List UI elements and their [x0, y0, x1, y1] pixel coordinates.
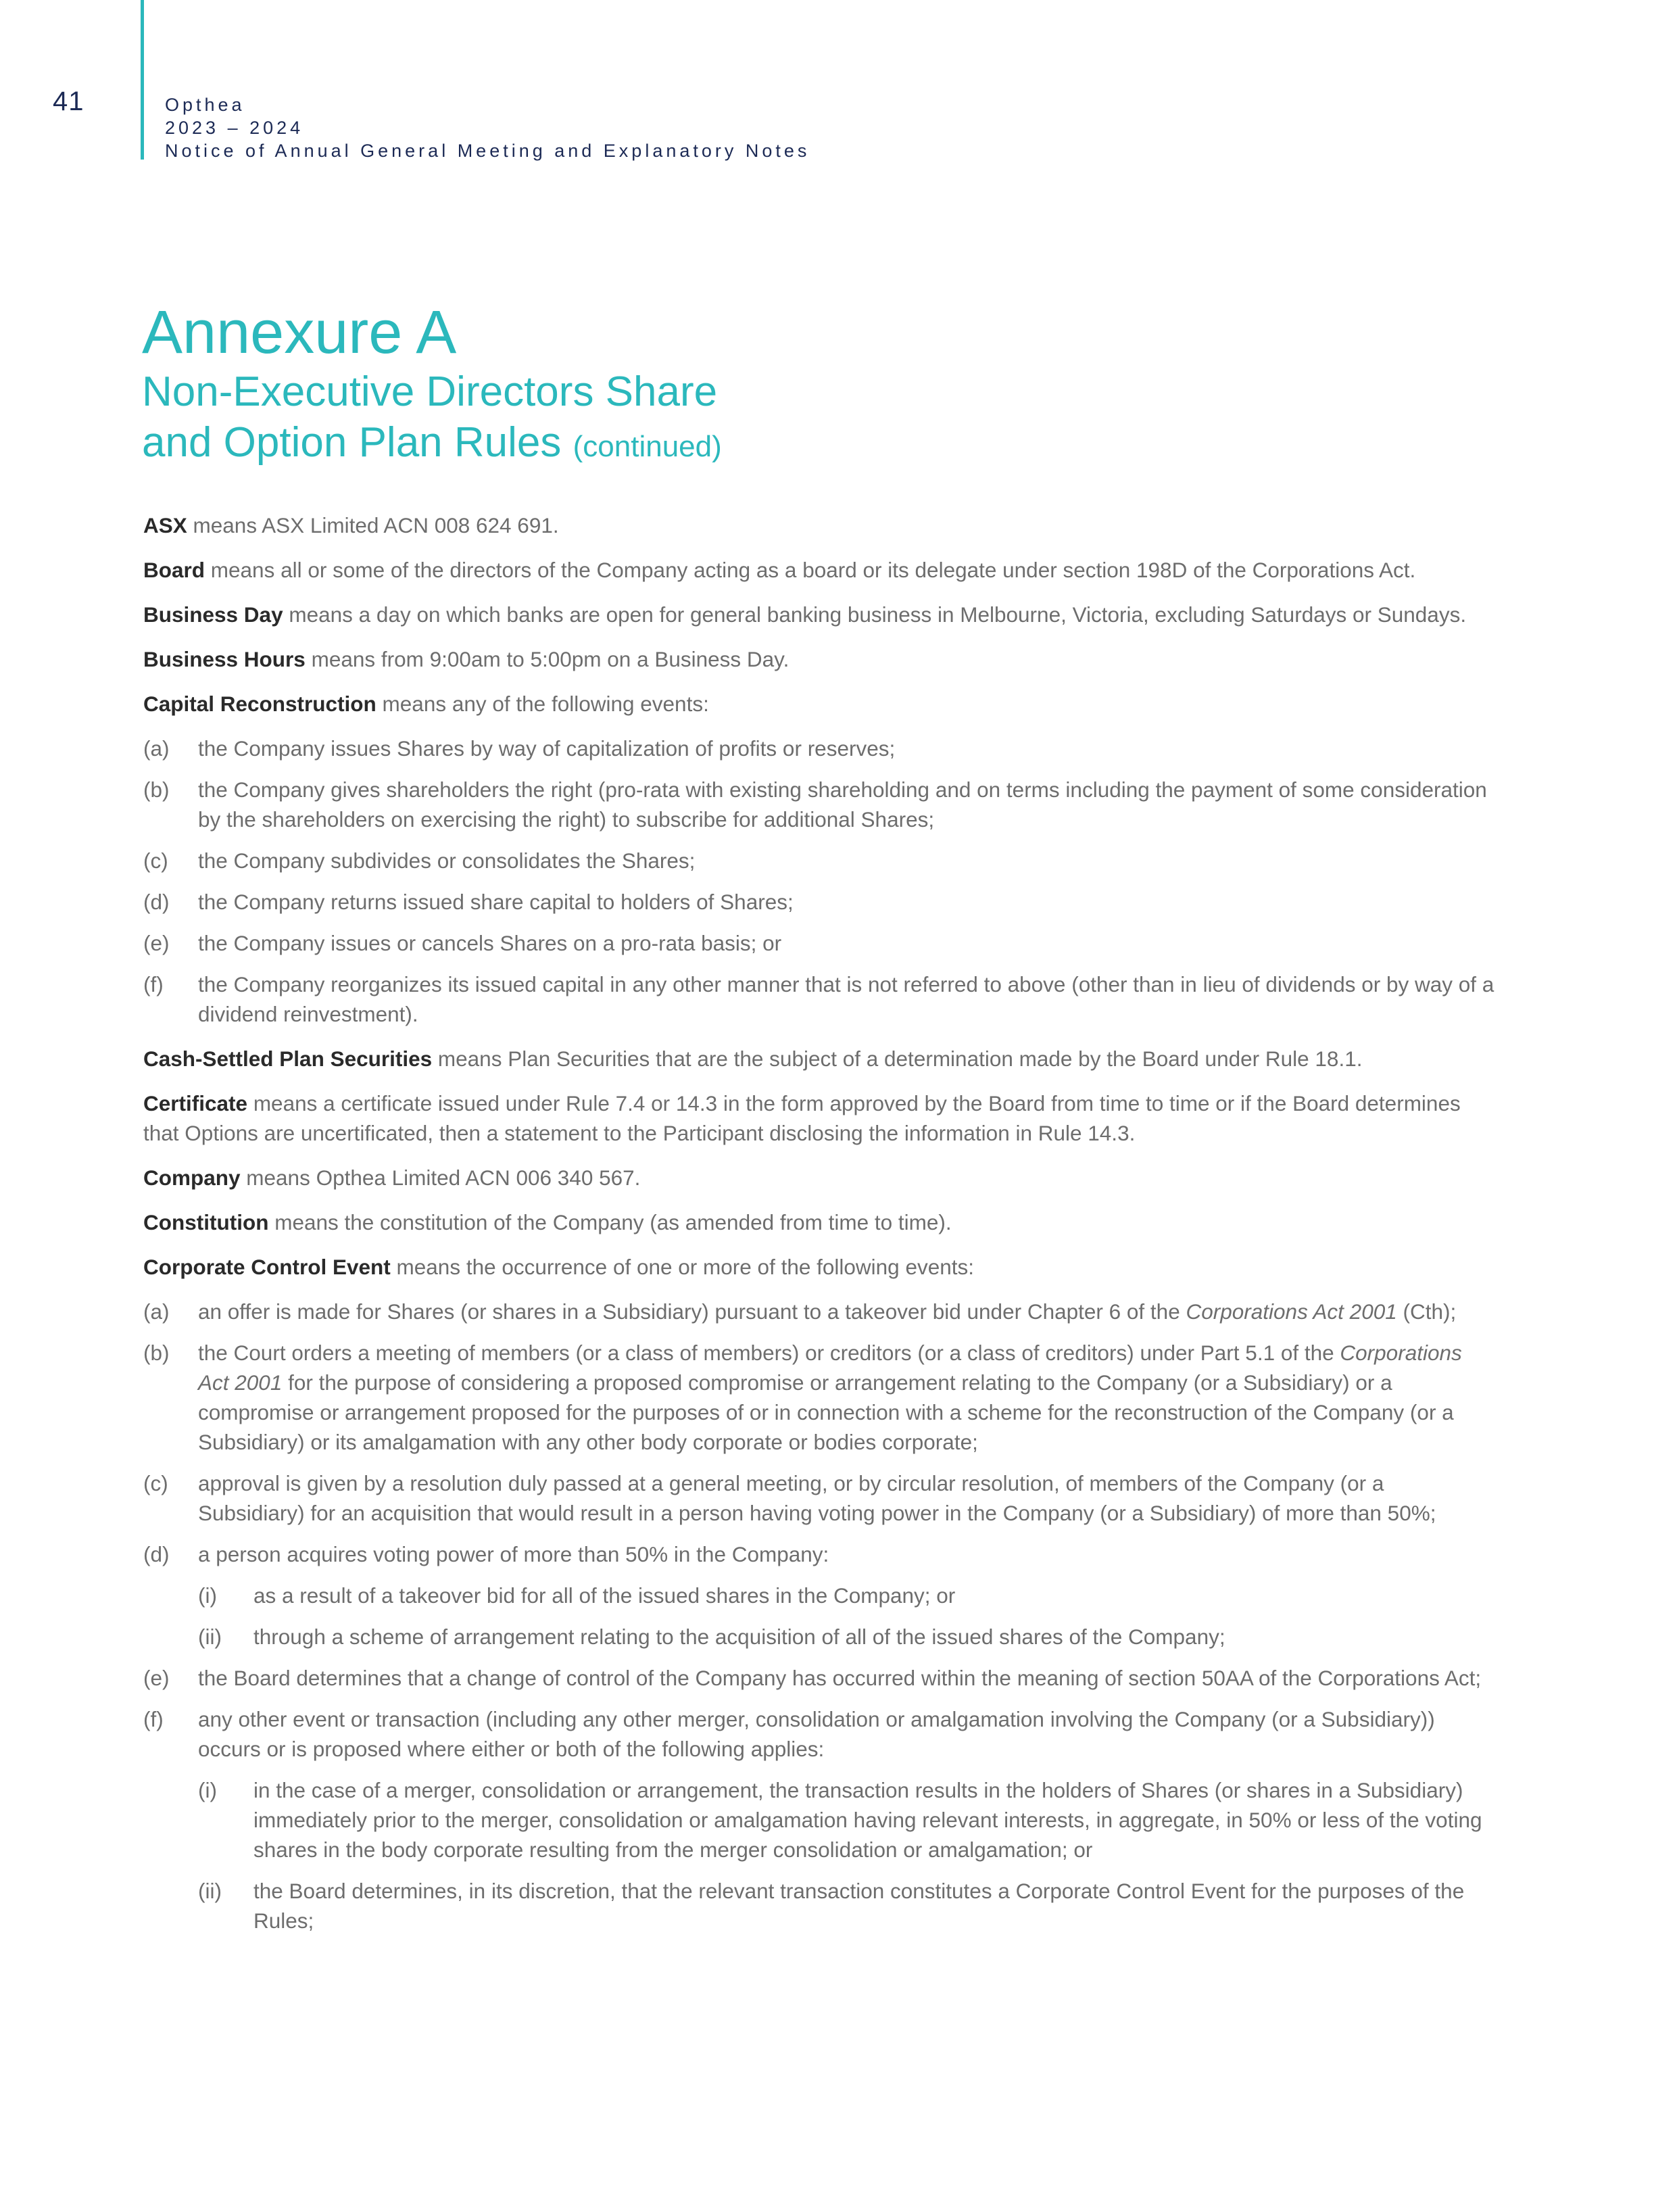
- definition-text: means Opthea Limited ACN 006 340 567.: [240, 1165, 641, 1190]
- sub-list-text: the Board determines, in its discretion, that the relevant transaction constitutes a Corporate Control Event for the purposes of the Rules;: [253, 1879, 1465, 1933]
- list-label: (e): [143, 931, 170, 955]
- list-item: [143, 969, 1495, 1029]
- act-citation: Corporations Act 2001: [198, 1341, 1462, 1395]
- list-item: [143, 928, 1495, 958]
- header-rule: [141, 0, 144, 160]
- list-text: any other event or transaction (including any other merger, consolidation or amalgamation involving the Company (or a Subsidiary)) occurs or is proposed where either or both of the following applies:: [198, 1707, 1435, 1761]
- sub-list-item: [198, 1876, 1495, 1936]
- definition-board: [143, 555, 1495, 585]
- list-label: (c): [143, 1471, 168, 1495]
- title-sub-line2: [142, 417, 722, 472]
- list-text-part: for the purpose of considering a proposed compromise or arrangement relating to the Company (or a Subsidiary) or a compromise or arrangement proposed for the purposes of or in connection with a scheme for the reconstruction of the Company (or a Subsidiary) or its amalgamation with any other body corporate or bodies corporate;: [198, 1370, 1454, 1454]
- list-item: [143, 1297, 1495, 1326]
- definition-constitution: [143, 1207, 1495, 1237]
- definition-text: means Plan Securities that are the subject of a determination made by the Board under Rule 18.1.: [432, 1047, 1363, 1071]
- list-item: [143, 1338, 1495, 1457]
- header-company: Opthea: [165, 95, 245, 115]
- definition-capital-reconstruction: [143, 689, 1495, 719]
- list-label: (f): [143, 1707, 164, 1731]
- list-label: (e): [143, 1666, 170, 1690]
- list-text: the Company gives shareholders the right (pro-rata with existing shareholding and on terms including the payment of some consideration by the shareholders on exercising the right) to subscribe for additional Shares;: [198, 777, 1487, 832]
- sub-list-text: as a result of a takeover bid for all of the issued shares in the Company; or: [253, 1583, 956, 1608]
- list-text: the Company reorganizes its issued capital in any other manner that is not referred to above (other than in lieu of dividends or by way of a dividend reinvestment).: [198, 972, 1494, 1026]
- definition-term: Company: [143, 1165, 241, 1190]
- list-text: the Company issues or cancels Shares on a pro-rata basis; or: [198, 931, 782, 955]
- definition-term: Business Hours: [143, 647, 306, 671]
- header-document: Notice of Annual General Meeting and Explanatory Notes: [165, 141, 810, 161]
- definition-text: means the occurrence of one or more of the following events:: [390, 1255, 975, 1279]
- list-label: (d): [143, 890, 170, 914]
- section-title: [142, 299, 722, 472]
- sub-list-text: through a scheme of arrangement relating to the acquisition of all of the issued shares of the Company;: [253, 1625, 1225, 1649]
- definition-text: means any of the following events:: [376, 692, 709, 716]
- sub-list-label: (ii): [198, 1879, 222, 1903]
- definition-text: means a day on which banks are open for general banking business in Melbourne, Victoria, excluding Saturdays or Sundays.: [283, 602, 1467, 627]
- list-text: a person acquires voting power of more than 50% in the Company:: [198, 1542, 829, 1566]
- definition-term: Constitution: [143, 1210, 269, 1234]
- title-continued: (continued): [573, 430, 722, 463]
- act-citation: Corporations Act 2001: [1186, 1299, 1397, 1324]
- list-label: (d): [143, 1542, 170, 1566]
- list-text-part: the Court orders a meeting of members (or a class of members) or creditors (or a class of creditors) under Part 5.1 of the: [198, 1341, 1340, 1365]
- definition-term: Capital Reconstruction: [143, 692, 376, 716]
- list-text: [198, 1338, 1495, 1457]
- definition-corporate-control-event: [143, 1252, 1495, 1282]
- list-item: [143, 1468, 1495, 1528]
- definition-term: Corporate Control Event: [143, 1255, 391, 1279]
- list-item: [143, 1539, 1495, 1569]
- sub-list-label: (i): [198, 1583, 217, 1608]
- definitions-body: [143, 510, 1495, 1947]
- header-year: 2023 – 2024: [165, 118, 304, 138]
- definition-text: means the constitution of the Company (as amended from time to time).: [268, 1210, 952, 1234]
- running-header: [165, 93, 810, 162]
- list-item: [143, 887, 1495, 917]
- list-text-part: an offer is made for Shares (or shares in a Subsidiary) pursuant to a takeover bid under Chapter 6 of the: [198, 1299, 1186, 1324]
- list-label: (f): [143, 972, 164, 996]
- list-label: (b): [143, 1341, 170, 1365]
- definition-text: means all or some of the directors of the Company acting as a board or its delegate under section 198D of the Corporations Act.: [205, 558, 1416, 582]
- definition-term: Board: [143, 558, 205, 582]
- list-text: approval is given by a resolution duly passed at a general meeting, or by circular resolution, of members of the Company (or a Subsidiary) for an acquisition that would result in a person having voting power in the Company (or a Subsidiary) of more than 50%;: [198, 1471, 1436, 1525]
- list-text: the Board determines that a change of control of the Company has occurred within the meaning of section 50AA of the Corporations Act;: [198, 1666, 1482, 1690]
- list-item: [143, 846, 1495, 875]
- sub-list-item: [198, 1581, 1495, 1610]
- list-label: (c): [143, 848, 168, 873]
- definition-term: Certificate: [143, 1091, 248, 1115]
- definition-business-hours: [143, 644, 1495, 674]
- definition-term: ASX: [143, 513, 187, 537]
- sub-list-text: in the case of a merger, consolidation or arrangement, the transaction results in the holders of Shares (or shares in a Subsidiary) immediately prior to the merger, consolidation or amalgamation having relevant interests, in aggregate, in 50% or less of the voting shares in the body corporate resulting from the merger consolidation or amalgamation; or: [253, 1778, 1482, 1862]
- definition-text: means from 9:00am to 5:00pm on a Business Day.: [305, 647, 789, 671]
- list-item: [143, 1704, 1495, 1764]
- list-label: (a): [143, 736, 170, 761]
- list-text: the Company issues Shares by way of capitalization of profits or reserves;: [198, 736, 896, 761]
- list-text: the Company returns issued share capital to holders of Shares;: [198, 890, 794, 914]
- title-sub-line2-text: and Option Plan Rules: [142, 419, 562, 466]
- sub-list-label: (i): [198, 1778, 217, 1802]
- title-sub-line1: Non-Executive Directors Share: [142, 368, 718, 415]
- list-label: (b): [143, 777, 170, 802]
- list-item: [143, 1663, 1495, 1693]
- definition-cash-settled-plan-securities: [143, 1044, 1495, 1074]
- list-label: (a): [143, 1299, 170, 1324]
- definition-asx: [143, 510, 1495, 540]
- page-number: 41: [53, 87, 84, 116]
- title-main: Annexure A: [142, 299, 457, 366]
- list-text: [198, 1297, 1495, 1326]
- definition-business-day: [143, 600, 1495, 629]
- definition-text: means a certificate issued under Rule 7.4 or 14.3 in the form approved by the Board from time to time or if the Board determines that Options are uncertificated, then a statement to the Participant disclosing the information in Rule 14.3.: [143, 1091, 1461, 1145]
- definition-company: [143, 1163, 1495, 1193]
- definition-term: Cash-Settled Plan Securities: [143, 1047, 433, 1071]
- list-text-part: (Cth);: [1396, 1299, 1457, 1324]
- definition-term: Business Day: [143, 602, 283, 627]
- list-item: [143, 734, 1495, 763]
- list-item: [143, 775, 1495, 834]
- sub-list-item: [198, 1622, 1495, 1652]
- definition-text: means ASX Limited ACN 008 624 691.: [187, 513, 559, 537]
- definition-certificate: [143, 1088, 1495, 1148]
- sub-list-item: [198, 1775, 1495, 1865]
- sub-list-label: (ii): [198, 1625, 222, 1649]
- list-text: the Company subdivides or consolidates the Shares;: [198, 848, 696, 873]
